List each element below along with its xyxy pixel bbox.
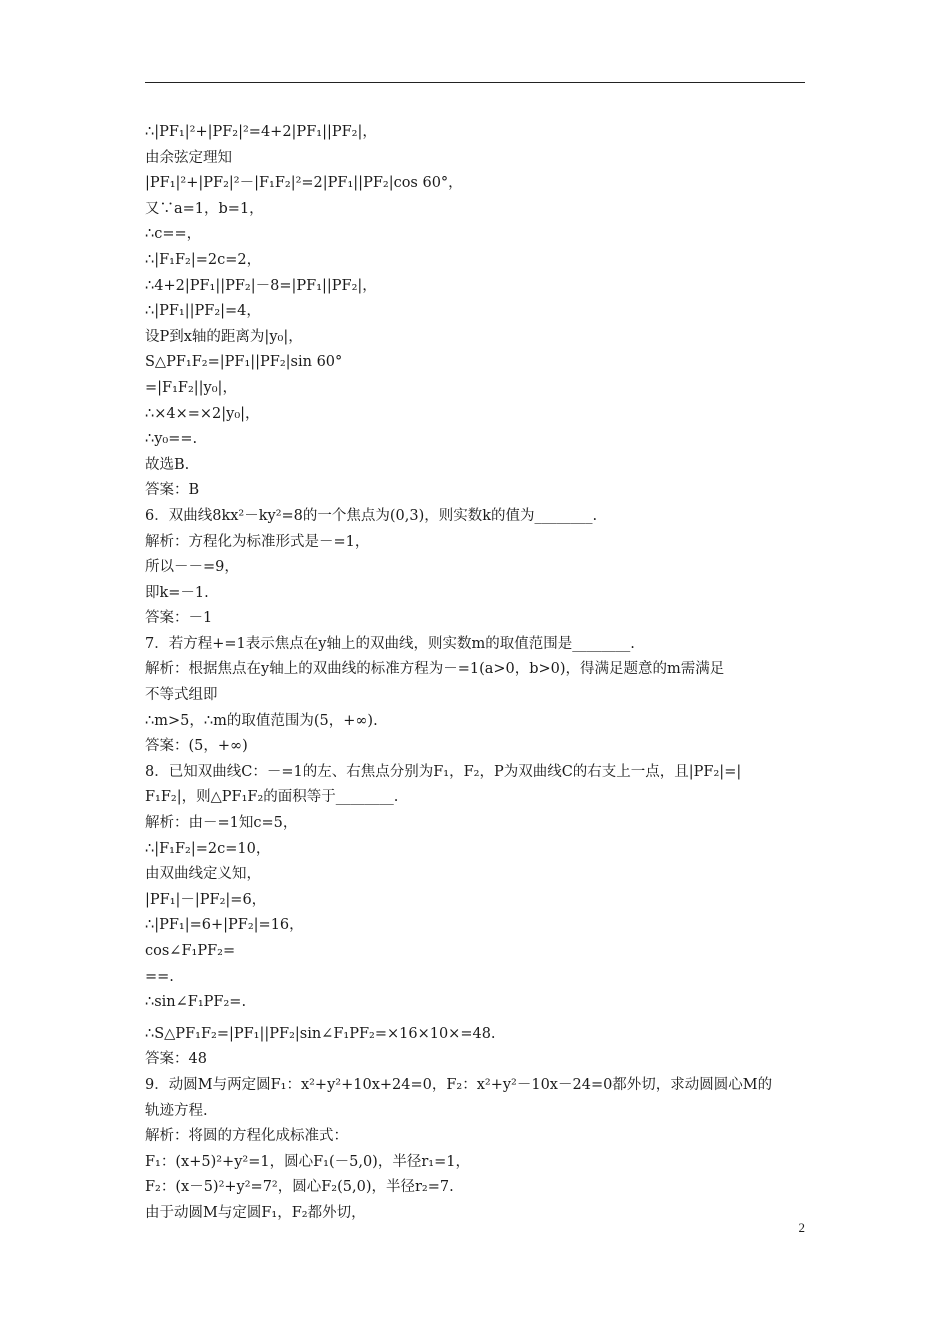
header-rule <box>145 82 805 83</box>
text-line: 故选B. <box>145 456 190 473</box>
text-line: 不等式组即 <box>145 687 218 704</box>
text-line: 设P到x轴的距离为|y₀|， <box>145 328 303 345</box>
text-line: =|F₁F₂||y₀|， <box>145 379 237 396</box>
text-line: 9．动圆M与两定圆F₁：x²+y²+10x+24=0，F₂：x²+y²－10x－24=0都外切，求动圆圆心M的 <box>145 1076 773 1093</box>
text-line: ∴4+2|PF₁||PF₂|－8=|PF₁||PF₂|， <box>145 277 377 294</box>
text-line: ∴sin∠F₁PF₂=. <box>145 994 247 1011</box>
text-line: ∴m>5，∴m的取值范围为(5，+∞). <box>145 712 378 729</box>
text-line: 即k=－1. <box>145 584 209 601</box>
text-line: |PF₁|²+|PF₂|²－|F₁F₂|²=2|PF₁||PF₂|cos 60°， <box>145 175 463 192</box>
text-line: F₁F₂|，则△PF₁F₂的面积等于________. <box>145 789 399 806</box>
text-line: ==. <box>145 968 174 985</box>
text-line: ∴y₀==. <box>145 431 198 448</box>
text-line: 由双曲线定义知， <box>145 866 261 883</box>
text-line: ∴|F₁F₂|=2c=2， <box>145 251 262 268</box>
text-line: 解析：将圆的方程化成标准式： <box>145 1128 348 1145</box>
page-number: 2 <box>798 1220 805 1235</box>
document-body <box>145 120 810 1227</box>
text-line: 答案：48 <box>145 1051 207 1068</box>
text-line: ∴|F₁F₂|=2c=10， <box>145 840 271 857</box>
text-line: ∴|PF₁|=6+|PF₂|=16， <box>145 917 304 934</box>
text-line: 6．双曲线8kx²－ky²=8的一个焦点为(0,3)，则实数k的值为________. <box>145 507 598 524</box>
text-line: 又∵a=1，b=1， <box>145 200 264 217</box>
text-line: ∴c==， <box>145 226 202 243</box>
text-line: S△PF₁F₂=|PF₁||PF₂|sin 60° <box>145 354 343 371</box>
text-line: 所以－－=9， <box>145 559 239 576</box>
text-line: 答案：－1 <box>145 610 213 627</box>
text-line: cos∠F₁PF₂= <box>145 943 236 959</box>
text-line: 由于动圆M与定圆F₁，F₂都外切， <box>145 1204 366 1221</box>
text-line: 答案：(5，+∞) <box>145 738 248 755</box>
text-line: |PF₁|－|PF₂|=6， <box>145 891 267 908</box>
text-line: 解析：根据焦点在y轴上的双曲线的标准方程为－=1(a>0，b>0)，得满足题意的m需满足 <box>145 661 725 678</box>
text-line: 轨迹方程. <box>145 1102 208 1119</box>
text-line: 由余弦定理知 <box>145 149 232 166</box>
text-line: 答案：B <box>145 482 200 499</box>
text-line: ∴|PF₁||PF₂|=4， <box>145 303 261 320</box>
text-line: ∴×4×=×2|y₀|， <box>145 405 260 422</box>
text-line: 解析：方程化为标准形式是－=1， <box>145 533 370 550</box>
text-line: F₂：(x－5)²+y²=7²，圆心F₂(5,0)，半径r₂=7. <box>145 1179 454 1196</box>
text-line: 8．已知双曲线C：－=1的左、右焦点分别为F₁，F₂，P为双曲线C的右支上一点，且|PF₂|=| <box>145 763 742 780</box>
text-line: ∴|PF₁|²+|PF₂|²=4+2|PF₁||PF₂|， <box>145 124 377 140</box>
text-line: ∴S△PF₁F₂=|PF₁||PF₂|sin∠F₁PF₂=×16×10×=48. <box>145 1025 496 1042</box>
text-line: 7．若方程+=1表示焦点在y轴上的双曲线，则实数m的取值范围是________. <box>145 635 635 652</box>
text-line: F₁：(x+5)²+y²=1，圆心F₁(－5,0)，半径r₁=1， <box>145 1153 470 1170</box>
text-line: 解析：由－=1知c=5， <box>145 815 298 832</box>
